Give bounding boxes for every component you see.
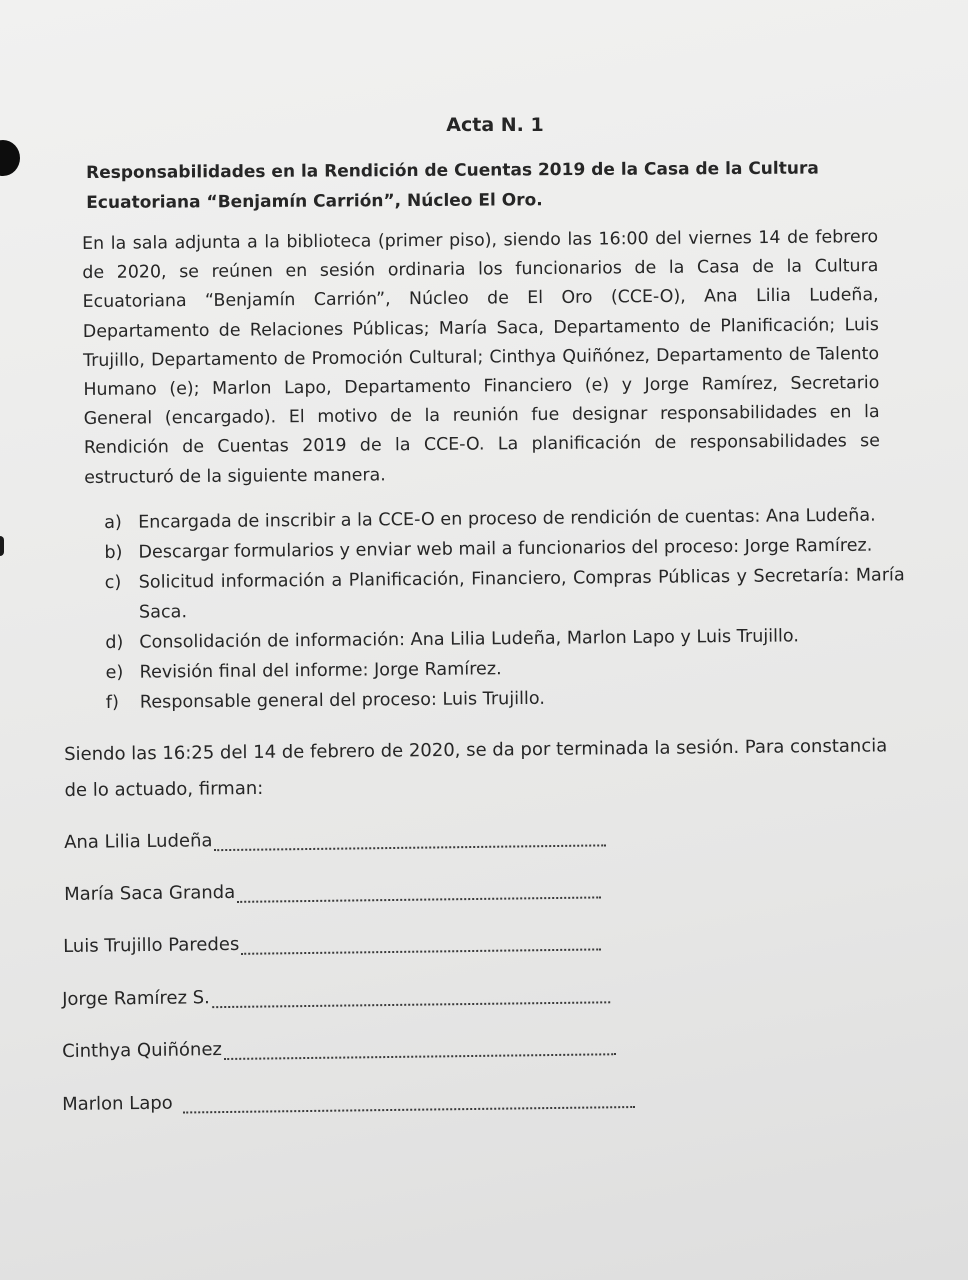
signatory-name: Luis Trujillo Paredes — [63, 933, 240, 957]
signature-dotted-line — [214, 830, 606, 851]
document-title: Acta N. 1 — [446, 114, 544, 136]
signature-line — [64, 877, 601, 905]
list-item-letter: d) — [105, 632, 124, 653]
list-item-text: Descargar formularios y enviar web mail a funcionarios del proceso: Jorge Ramírez. — [138, 535, 873, 563]
signature-dotted-line — [224, 1039, 616, 1060]
signatory-name: Marlon Lapo — [62, 1092, 173, 1115]
list-item-letter: e) — [105, 662, 124, 683]
list-item-text: Responsable general del proceso: Luis Trujillo. — [139, 688, 545, 713]
responsibilities-list — [104, 500, 906, 718]
signatory-name: Ana Lilia Ludeña — [64, 830, 213, 853]
signature-dotted-line — [237, 882, 601, 902]
list-item-letter: a) — [104, 512, 122, 533]
punch-hole-edge — [0, 536, 4, 556]
document-subtitle: Responsabilidades en la Rendición de Cuentas 2019 de la Casa de la Cultura Ecuatoriana “Benjamín Carrión”, Núcleo El Oro. — [86, 158, 819, 213]
signature-line — [62, 982, 610, 1010]
signatory-name: Jorge Ramírez S. — [62, 987, 210, 1010]
list-item-text: Solicitud información a Planificación, Financiero, Compras Públicas y Secretaría: María Saca. — [138, 565, 905, 623]
signature-line — [62, 1034, 616, 1062]
list-item — [105, 560, 906, 628]
list-item-text: Consolidación de información: Ana Lilia Ludeña, Marlon Lapo y Luis Trujillo. — [139, 626, 800, 653]
intro-paragraph: En la sala adjunta a la biblioteca (primer piso), siendo las 16:00 del viernes 14 de febrero de 2020, se reúnen en sesión ordinaria los funcionarios de la Casa de la Cultura Ecuatoriana “Benjamín Carrión”, Núcleo de El Oro (CCE-O), Ana Lilia Ludeña, Departamento de Relaciones Públicas; María Saca, Departamento de Planificación; Luis Trujillo, Departamento de Promoción Cultural; Cinthya Quiñónez, Departamento de Talento Humano (e); Marlon Lapo, Departamento Financiero (e) y Jorge Ramírez, Secretario General (encargado). El motivo de la reunión fue designar responsabilidades en la Rendición de Cuentas 2019 de la CCE-O. La planificación de responsabilidades se estructuró de la siguiente manera. — [82, 227, 880, 488]
signature-line — [64, 825, 607, 853]
signature-line — [63, 929, 601, 957]
signatory-name: María Saca Granda — [64, 881, 236, 905]
signature-dotted-line — [241, 934, 601, 954]
signature-line — [62, 1087, 635, 1115]
list-item — [106, 680, 906, 718]
signature-dotted-line — [183, 1092, 635, 1114]
list-item-letter: f) — [105, 692, 120, 713]
list-item-letter: c) — [104, 572, 122, 593]
list-item-letter: b) — [104, 542, 123, 563]
list-item-text: Revisión final del informe: Jorge Ramírez. — [139, 659, 502, 683]
closing-paragraph: Siendo las 16:25 del 14 de febrero de 2020, se da por terminada la sesión. Para constancia de lo actuado, firman: — [64, 735, 888, 801]
signatory-name: Cinthya Quiñónez — [62, 1039, 223, 1062]
punch-hole — [0, 140, 20, 176]
list-item-text: Encargada de inscribir a la CCE-O en proceso de rendición de cuentas: Ana Ludeña. — [138, 505, 876, 533]
signature-dotted-line — [212, 987, 610, 1008]
